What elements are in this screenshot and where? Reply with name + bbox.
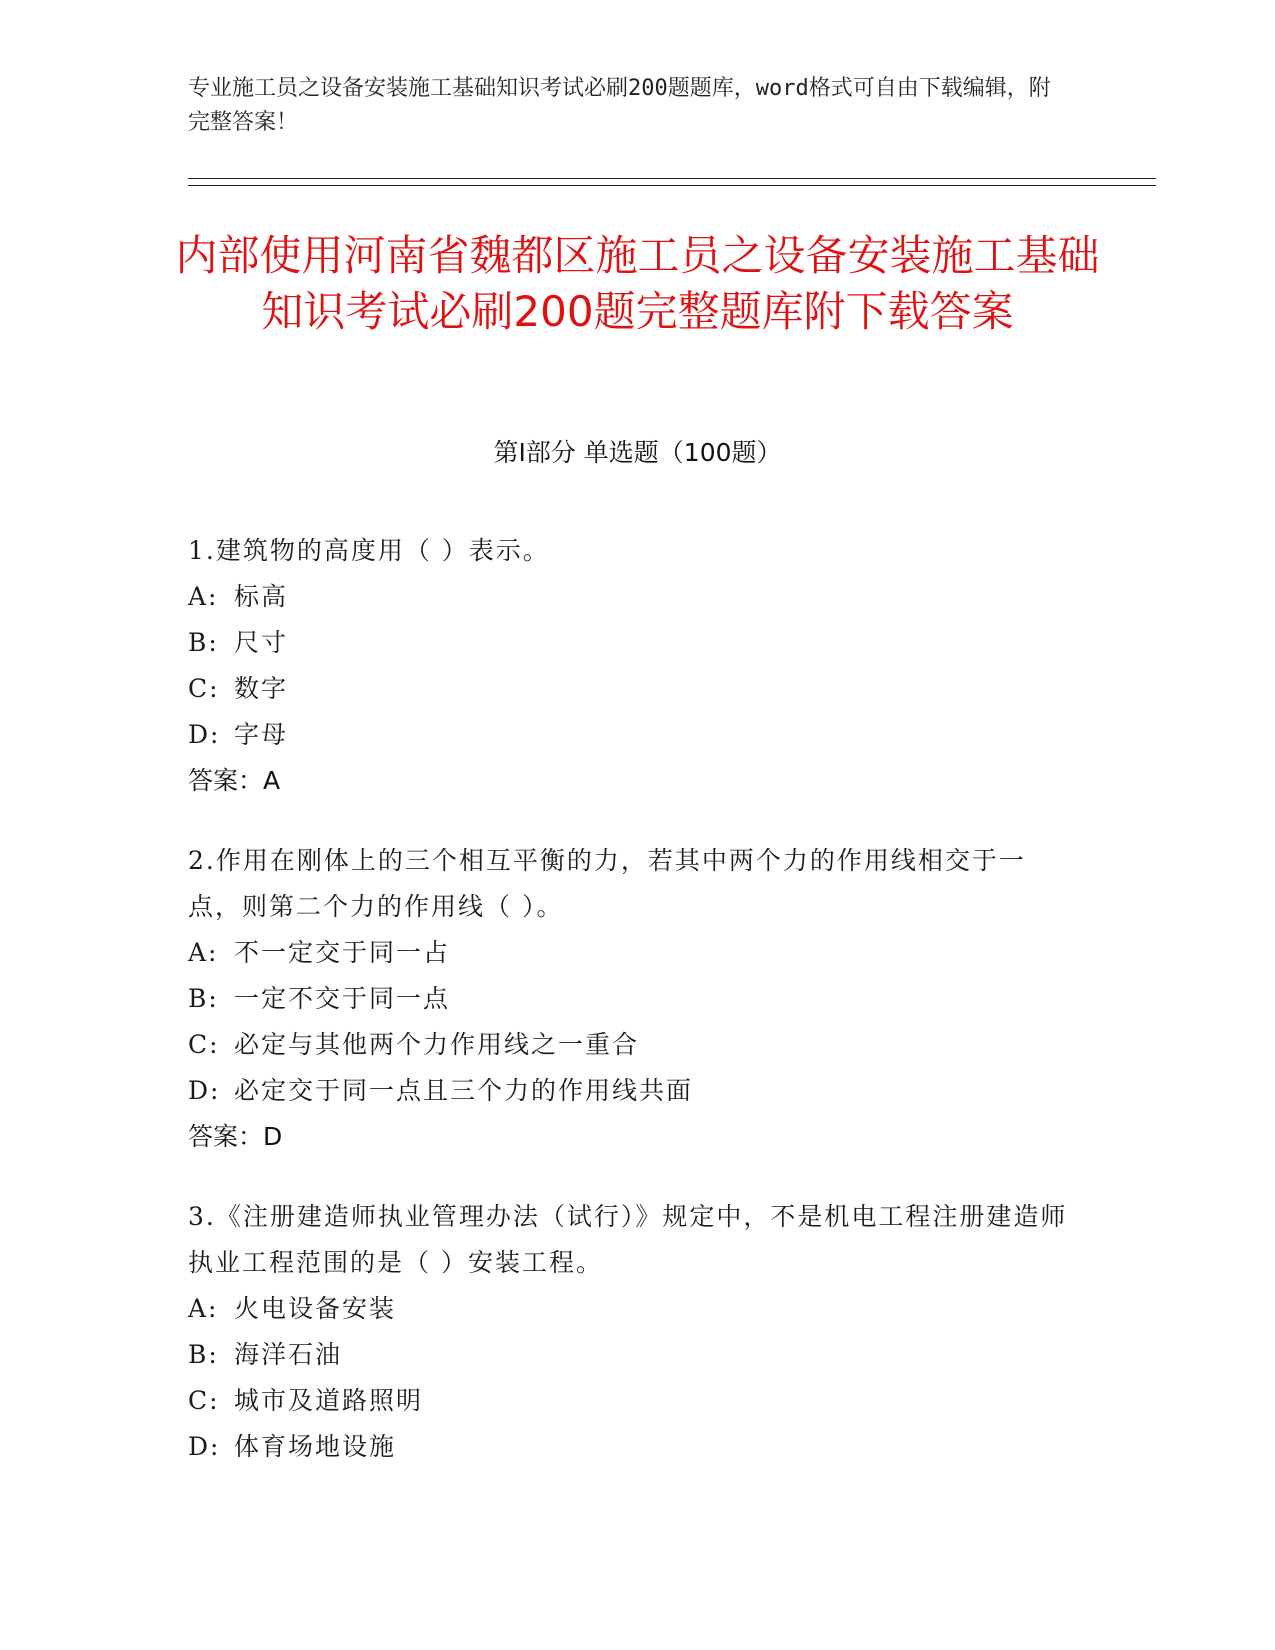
option-text: 必定交于同一点且三个力的作用线共面 bbox=[234, 1076, 694, 1105]
question-stem: 3.《注册建造师执业管理办法（试行）》规定中，不是机电工程注册建造师执业工程范围的是（ ）安装工程。 bbox=[188, 1202, 1068, 1277]
option-c bbox=[188, 1022, 1068, 1068]
option-b bbox=[188, 1332, 1068, 1378]
answer: 答案：A bbox=[188, 766, 281, 795]
option-text: 火电设备安装 bbox=[234, 1294, 397, 1323]
option-label: B: bbox=[188, 1340, 219, 1369]
option-a bbox=[188, 574, 1068, 620]
option-c bbox=[188, 1378, 1068, 1424]
answer: 答案：D bbox=[188, 1122, 283, 1151]
option-label: C: bbox=[188, 1386, 220, 1415]
question-3 bbox=[188, 1194, 1068, 1470]
option-a bbox=[188, 930, 1068, 976]
header-note: 专业施工员之设备安装施工基础知识考试必刷200题题库，word格式可自由下载编辑，附完整答案！ bbox=[188, 76, 1051, 135]
option-label: A: bbox=[188, 938, 219, 967]
option-text: 数字 bbox=[234, 674, 289, 703]
option-text: 城市及道路照明 bbox=[234, 1386, 424, 1415]
option-label: A: bbox=[188, 582, 219, 611]
question-1 bbox=[188, 528, 1068, 804]
option-text: 一定不交于同一点 bbox=[234, 984, 451, 1013]
option-label: D: bbox=[188, 1076, 221, 1105]
option-label: B: bbox=[188, 628, 219, 657]
document-title: 内部使用河南省魏都区施工员之设备安装施工基础知识考试必刷200题完整题库附下载答案 bbox=[175, 231, 1100, 336]
option-text: 海洋石油 bbox=[234, 1340, 343, 1369]
header-divider-top bbox=[188, 178, 1156, 179]
option-c bbox=[188, 666, 1068, 712]
option-a bbox=[188, 1286, 1068, 1332]
question-2 bbox=[188, 838, 1068, 1160]
question-stem: 2.作用在刚体上的三个相互平衡的力，若其中两个力的作用线相交于一点，则第二个力的作用线（ ）。 bbox=[188, 846, 1026, 921]
header-divider-bottom bbox=[188, 185, 1156, 186]
option-label: B: bbox=[188, 984, 219, 1013]
question-stem: 1.建筑物的高度用（ ）表示。 bbox=[188, 536, 550, 565]
option-d bbox=[188, 712, 1068, 758]
option-text: 不一定交于同一占 bbox=[234, 938, 451, 967]
option-b bbox=[188, 976, 1068, 1022]
section-title: 第Ⅰ部分 单选题（100题） bbox=[493, 438, 782, 467]
option-label: C: bbox=[188, 674, 220, 703]
option-label: D: bbox=[188, 1432, 221, 1461]
option-text: 必定与其他两个力作用线之一重合 bbox=[234, 1030, 640, 1059]
option-d bbox=[188, 1424, 1068, 1470]
option-b bbox=[188, 620, 1068, 666]
option-text: 体育场地设施 bbox=[234, 1432, 397, 1461]
option-label: D: bbox=[188, 720, 221, 749]
option-label: A: bbox=[188, 1294, 219, 1323]
option-text: 字母 bbox=[234, 720, 289, 749]
option-label: C: bbox=[188, 1030, 220, 1059]
option-text: 标高 bbox=[234, 582, 289, 611]
option-text: 尺寸 bbox=[234, 628, 289, 657]
option-d bbox=[188, 1068, 1068, 1114]
question-list bbox=[188, 528, 1068, 1504]
